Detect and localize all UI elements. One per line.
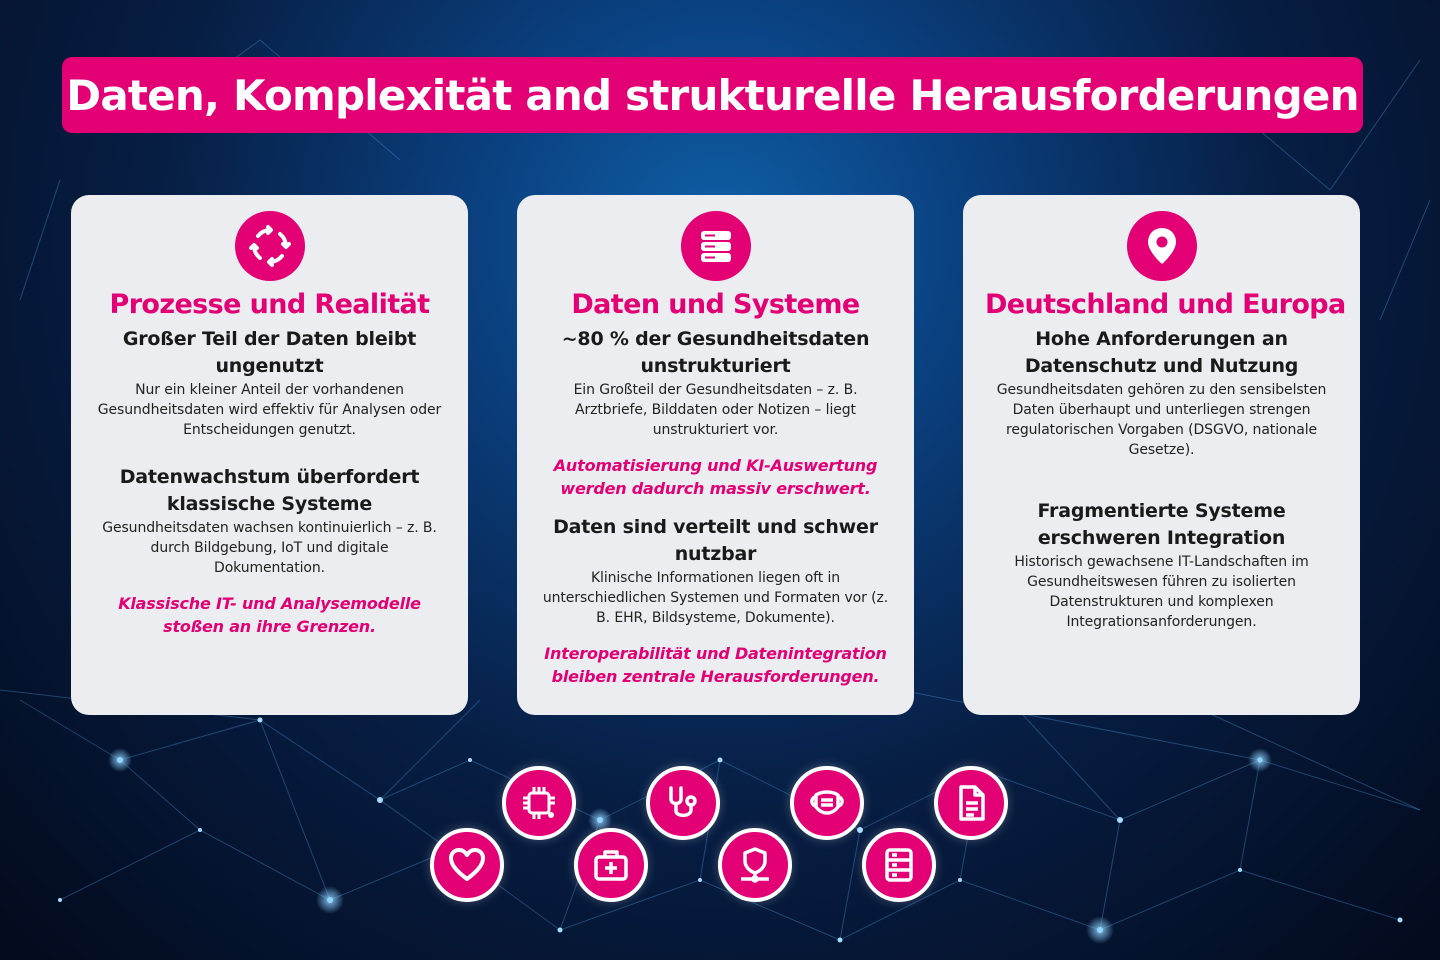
server-stack-icon: [681, 211, 751, 281]
card-title: Daten und Systeme: [571, 289, 860, 320]
page-title-banner: [62, 57, 1363, 133]
face-mask-icon: [790, 766, 864, 840]
heart-icon: [430, 828, 504, 902]
stethoscope-icon: [646, 766, 720, 840]
card-daten: [517, 195, 914, 715]
card-deutschland: [963, 195, 1360, 715]
shield-network-icon: [718, 828, 792, 902]
section-heading: Daten sind verteilt und schwer nutzbar: [553, 516, 878, 565]
section-body: Gesundheitsdaten gehören zu den sensibelsten Daten überhaupt und unterliegen strengen regulatorischen Vorgaben (DSGVO, nationale Gesetze).: [996, 382, 1327, 458]
section-emphasis: Klassische IT- und Analysemodelle stoßen an ihre Grenzen.: [118, 594, 421, 636]
section-heading: Datenwachstum überfordert klassische Systeme: [119, 466, 420, 515]
section-body: Gesundheitsdaten wachsen kontinuierlich – z. B. durch Bildgebung, IoT und digitale Dokumentation.: [102, 520, 437, 576]
refresh-cycle-icon: [235, 211, 305, 281]
section-heading: Fragmentierte Systeme erschweren Integration: [1037, 500, 1286, 549]
section-emphasis: Automatisierung und KI-Auswertung werden dadurch massiv erschwert.: [553, 456, 878, 498]
section-emphasis: Interoperabilität und Datenintegration bleiben zentrale Herausforderungen.: [544, 644, 887, 686]
section-heading: Großer Teil der Daten bleibt ungenutzt: [122, 328, 417, 377]
section-body: Klinische Informationen liegen oft in unterschiedlichen Systemen und Formaten vor (z. B. EHR, Bildsysteme, Dokumente).: [542, 570, 889, 626]
card-title: Prozesse und Realität: [109, 289, 430, 320]
section-heading: ~80 % der Gesundheitsdaten unstrukturiert: [561, 328, 870, 377]
section-body: Historisch gewachsene IT-Landschaften im Gesundheitswesen führen zu isolierten Datenstrukturen und komplexen Integrationsanforderungen.: [1014, 554, 1309, 630]
page-title: Daten, Komplexität and strukturelle Herausforderungen: [66, 70, 1359, 120]
document-icon: [934, 766, 1008, 840]
first-aid-kit-icon: [574, 828, 648, 902]
section-body: Nur ein kleiner Anteil der vorhandenen Gesundheitsdaten wird effektiv für Analysen oder Entscheidungen genutzt.: [97, 382, 442, 438]
card-title: Deutschland und Europa: [985, 289, 1346, 320]
chip-icon: [502, 766, 576, 840]
section-body: Ein Großteil der Gesundheitsdaten – z. B. Arztbriefe, Bilddaten oder Notizen – liegt unstrukturiert vor.: [573, 382, 858, 438]
database-icon: [862, 828, 936, 902]
location-pin-icon: [1127, 211, 1197, 281]
section-heading: Hohe Anforderungen an Datenschutz und Nutzung: [1024, 328, 1299, 377]
card-prozesse: [71, 195, 468, 715]
